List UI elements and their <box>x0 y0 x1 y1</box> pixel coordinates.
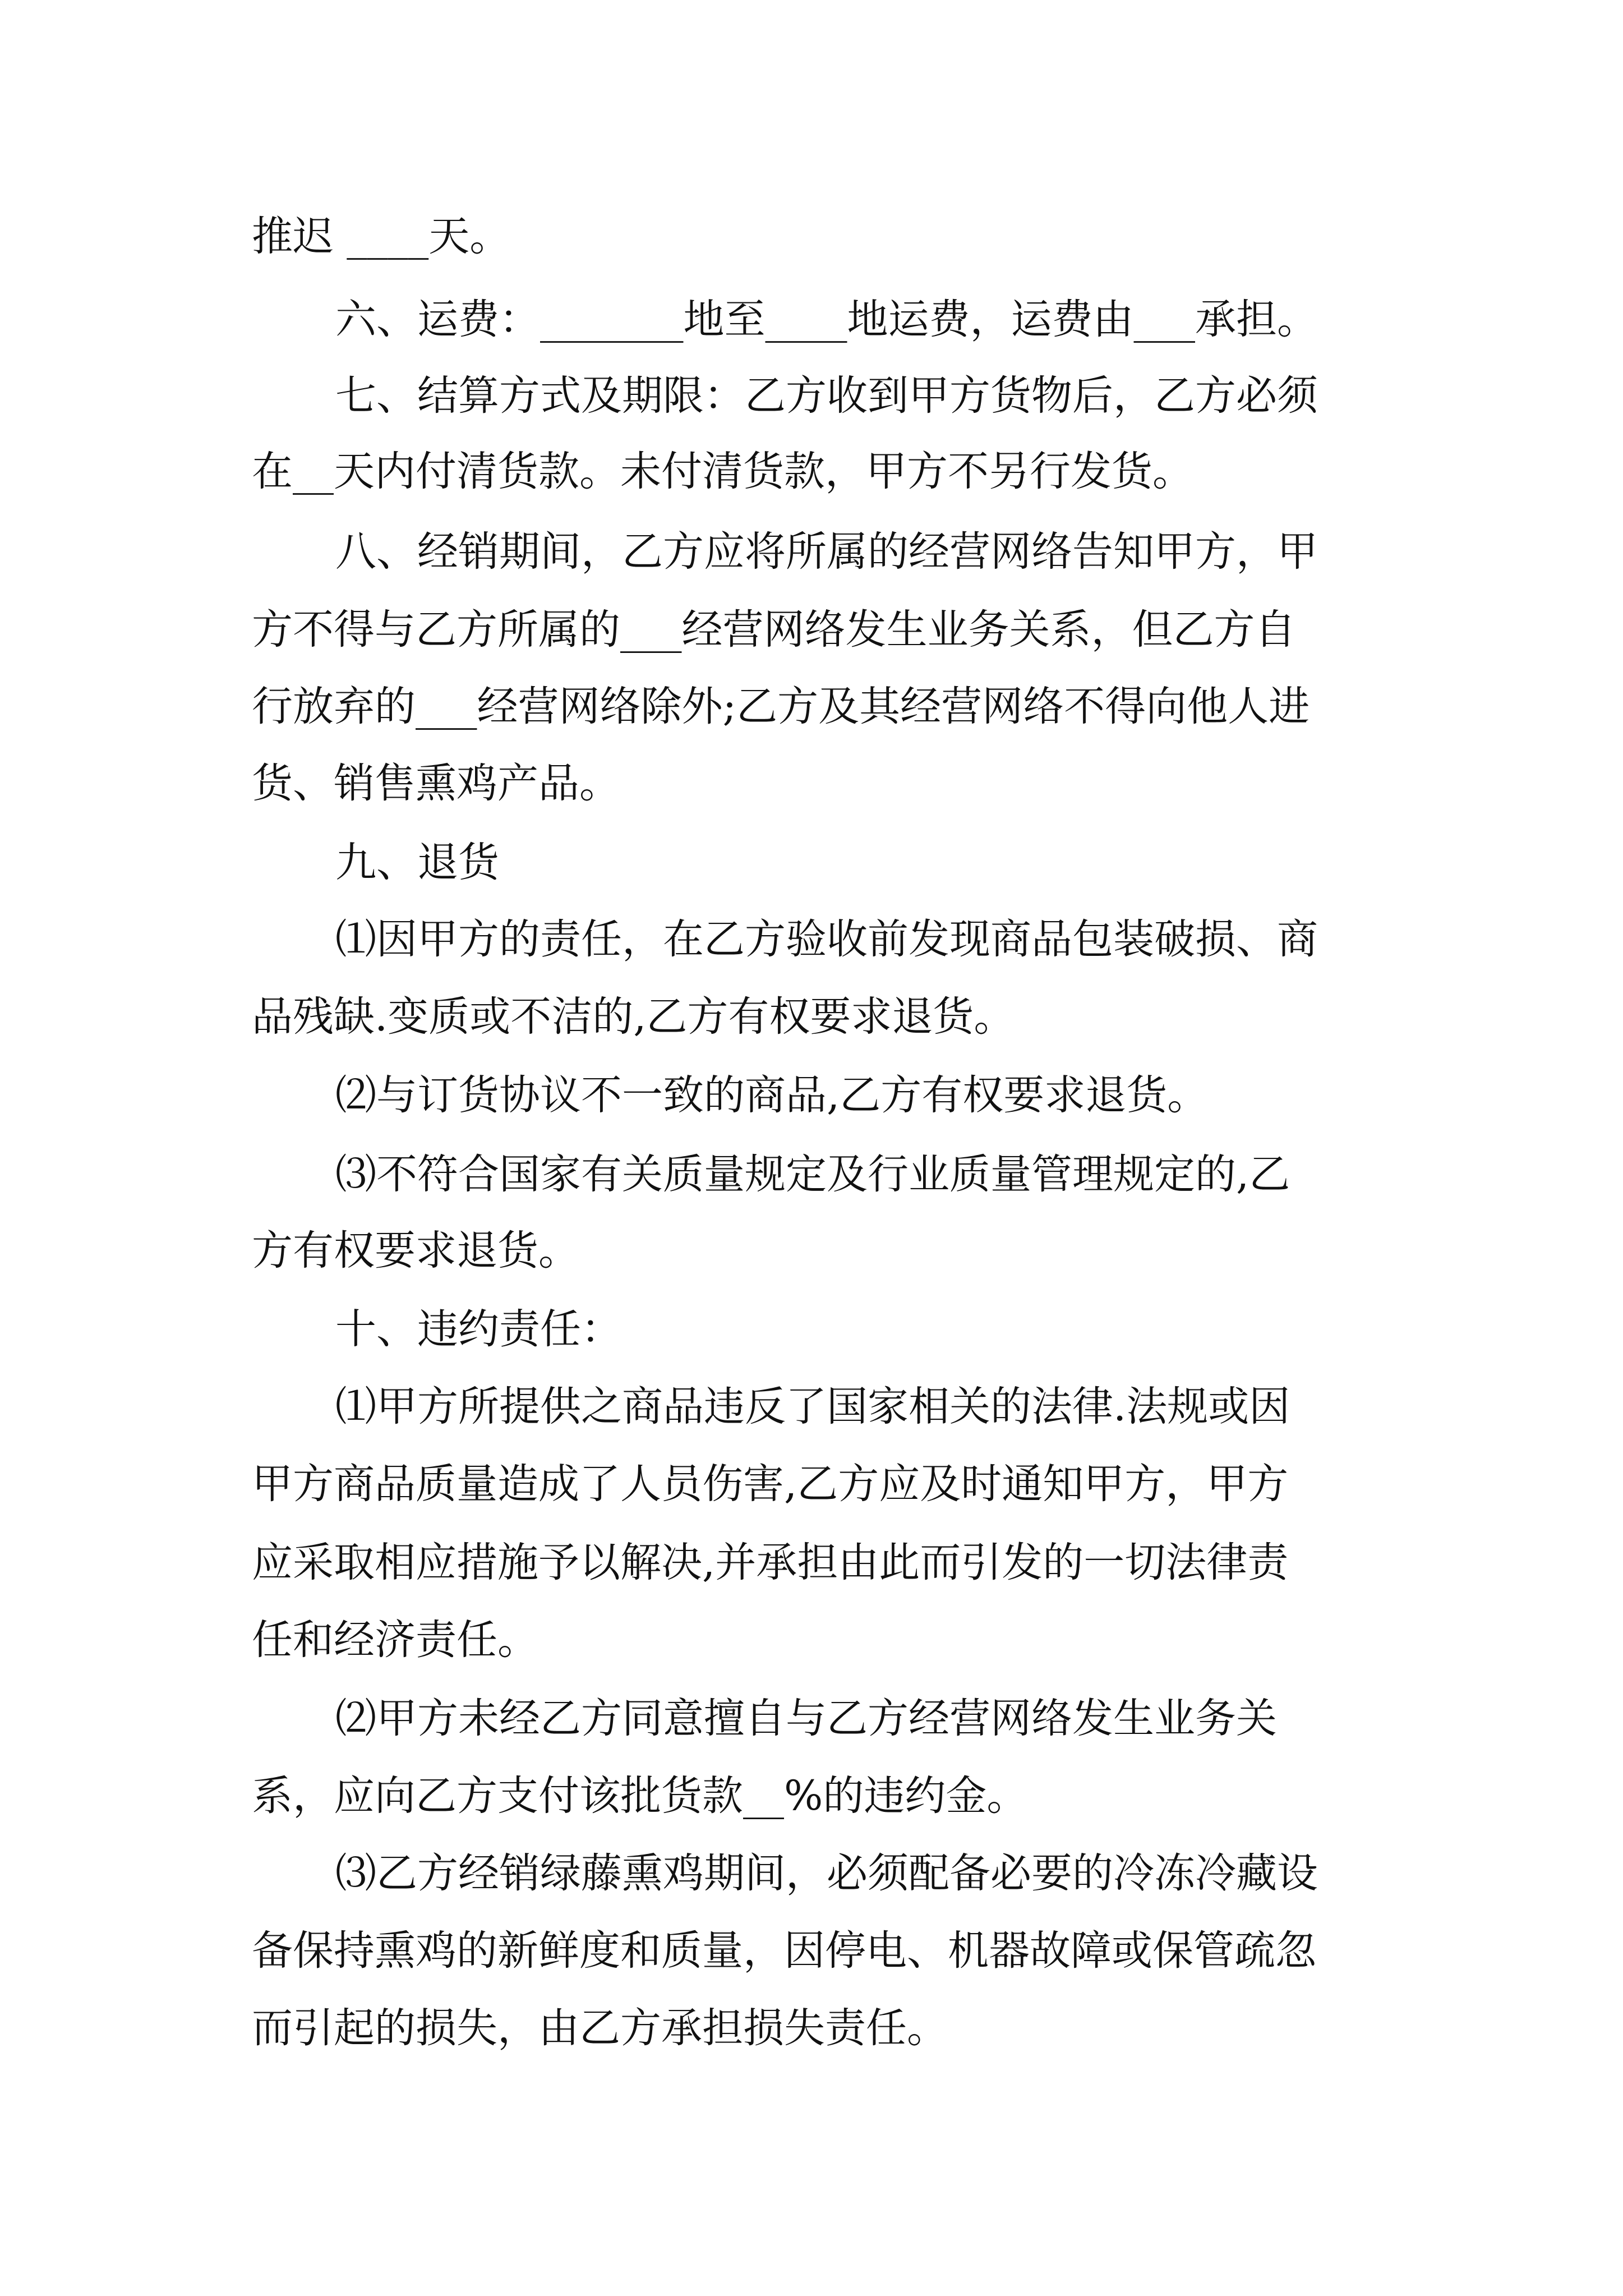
text-line: 方有权要求退货。 <box>252 1227 579 1274</box>
text-line: 在__天内付清货款。未付清货款，甲方不另行发货。 <box>252 448 1193 495</box>
text-line: 系，应向乙方支付该批货款__%的违约金。 <box>252 1772 1028 1820</box>
text-line: ⑵甲方未经乙方同意擅自与乙方经营网络发生业务关 <box>335 1695 1277 1742</box>
text-line: ⑴因甲方的责任，在乙方验收前发现商品包装破损、商 <box>335 915 1318 963</box>
text-line: 任和经济责任。 <box>252 1616 538 1664</box>
text-line: 六、运费：_______地至____地运费，运费由___承担。 <box>335 296 1318 343</box>
text-line: 七、结算方式及期限：乙方收到甲方货物后，乙方必须 <box>335 372 1318 420</box>
text-line: 备保持熏鸡的新鲜度和质量，因停电、机器故障或保管疏忽 <box>252 1927 1316 1975</box>
text-line: 品残缺.变质或不洁的,乙方有权要求退货。 <box>252 993 1015 1041</box>
text-line: 甲方商品质量造成了人员伤害,乙方应及时通知甲方，甲方 <box>252 1460 1289 1508</box>
text-line: 十、违约责任： <box>335 1305 622 1353</box>
text-line: ⑴甲方所提供之商品违反了国家相关的法律.法规或因 <box>335 1383 1290 1430</box>
text-line: 方不得与乙方所属的___经营网络发生业务关系，但乙方自 <box>252 606 1296 654</box>
text-line: ⑵与订货协议不一致的商品,乙方有权要求退货。 <box>335 1071 1209 1119</box>
text-line: ⑶不符合国家有关质量规定及行业质量管理规定的,乙 <box>335 1151 1290 1198</box>
text-line: 八、经销期间，乙方应将所属的经营网络告知甲方，甲 <box>335 528 1318 576</box>
text-line: 应采取相应措施予以解决,并承担由此而引发的一切法律责 <box>252 1539 1289 1586</box>
text-line: ⑶乙方经销绿藤熏鸡期间，必须配备必要的冷冻冷藏设 <box>335 1849 1318 1897</box>
text-line: 九、退货 <box>335 839 499 886</box>
text-line: 行放弃的___经营网络除外;乙方及其经营网络不得向他人进 <box>252 683 1310 730</box>
text-line: 推迟 ____天。 <box>252 213 511 260</box>
text-line: 而引起的损失，由乙方承担损失责任。 <box>252 2004 948 2052</box>
text-line: 货、销售熏鸡产品。 <box>252 760 620 807</box>
